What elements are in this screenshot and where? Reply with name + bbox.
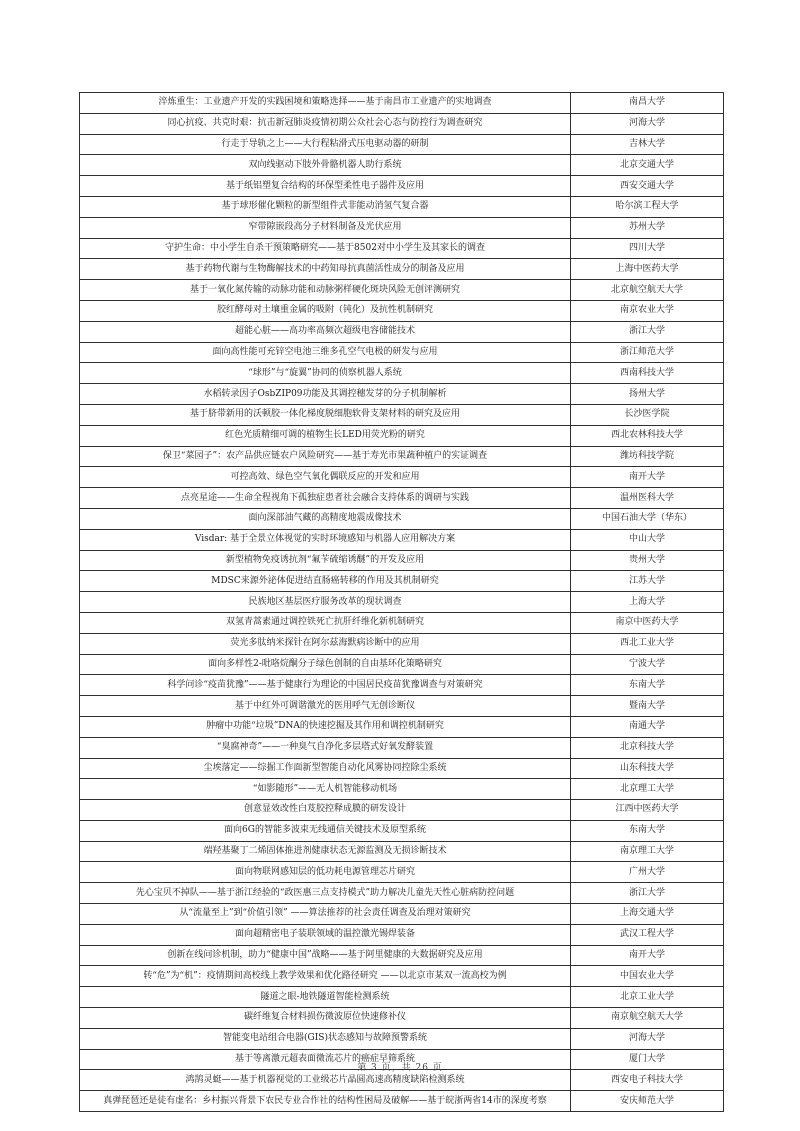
table-row: [80, 1028, 724, 1049]
table-row: [80, 571, 724, 592]
table-row: [80, 508, 724, 529]
university-cell: 南昌大学: [571, 93, 724, 114]
university-cell: 东南大学: [571, 675, 724, 696]
table-row: [80, 155, 724, 176]
university-cell: 南开大学: [571, 945, 724, 966]
table-row: [80, 280, 724, 301]
university-cell: 西南科技大学: [571, 363, 724, 384]
university-cell: 广州大学: [571, 862, 724, 883]
university-cell: 南京中医药大学: [571, 612, 724, 633]
project-title-cell: 真弹琵琶还是徒有虚名：乡村振兴背景下农民专业合作社的结构性困局及破解——基于皖浙两省14市的深度考察: [80, 1091, 571, 1112]
table-row: [80, 1008, 724, 1029]
project-title-cell: 面向高性能可充锌空电池三维多孔空气电极的研发与应用: [80, 342, 571, 363]
university-cell: 安庆师范大学: [571, 1091, 724, 1112]
project-title-cell: “如影随形”——无人机智能移动机场: [80, 779, 571, 800]
project-title-cell: “臭腐神奇”——一种臭气自净化多层塔式好氧发酵装置: [80, 737, 571, 758]
university-cell: 南京航空航天大学: [571, 1008, 724, 1029]
project-title-cell: 基于中红外可调谐激光的医用呼气无创诊断仪: [80, 696, 571, 717]
project-title-cell: 淬炼重生：工业遗产开发的实践困境和策略选择——基于南昌市工业遗产的实地调查: [80, 93, 571, 114]
table-row: [80, 841, 724, 862]
university-cell: 南通大学: [571, 716, 724, 737]
table-row: [80, 758, 724, 779]
project-title-cell: 面向6G的智能多波束无线通信关键技术及原型系统: [80, 820, 571, 841]
project-title-cell: 肿瘤中功能“垃圾”DNA的快速挖掘及其作用和调控机制研究: [80, 716, 571, 737]
table-row: [80, 446, 724, 467]
project-title-cell: 尘埃落定——综掘工作面新型智能自动化风雾协同控除尘系统: [80, 758, 571, 779]
university-cell: 江西中医药大学: [571, 800, 724, 821]
project-title-cell: 双向线驱动下肢外骨骼机器人助行系统: [80, 155, 571, 176]
project-title-cell: 守护生命：中小学生自杀干预策略研究——基于8502对中小学生及其家长的调查: [80, 238, 571, 259]
table-row: [80, 238, 724, 259]
project-title-cell: 端羟基聚丁二烯固体推进剂健康状态无源监测及无损诊断技术: [80, 841, 571, 862]
university-cell: 北京理工大学: [571, 779, 724, 800]
university-cell: 山东科技大学: [571, 758, 724, 779]
table-row: [80, 716, 724, 737]
university-cell: 厦门大学: [571, 1049, 724, 1070]
project-title-cell: 新型植物免疫诱抗剂“氟苄硫缩诱醚”的开发及应用: [80, 550, 571, 571]
table-row: [80, 134, 724, 155]
university-cell: 潍坊科技学院: [571, 446, 724, 467]
university-cell: 长沙医学院: [571, 404, 724, 425]
table-row: [80, 737, 724, 758]
projects-table: [79, 92, 724, 1112]
table-row: [80, 1070, 724, 1091]
table-row: [80, 363, 724, 384]
project-title-cell: 先心宝贝不掉队——基于浙江经验的“政医惠三点支持模式”助力解决儿童先天性心脏病防控问题: [80, 883, 571, 904]
project-title-cell: “球形”与“旋翼”协同的侦察机器人系统: [80, 363, 571, 384]
university-cell: 中国农业大学: [571, 966, 724, 987]
project-title-cell: 同心抗疫、共克时艰：抗击新冠肺炎疫情初期公众社会心态与防控行为调查研究: [80, 113, 571, 134]
table-row: [80, 966, 724, 987]
project-title-cell: 碳纤维复合材料损伤微波原位快速修补仪: [80, 1008, 571, 1029]
university-cell: 中国石油大学（华东）: [571, 508, 724, 529]
project-title-cell: 面向超精密电子装联领域的温控激光锡焊装备: [80, 924, 571, 945]
project-title-cell: 基于等离激元超表面微流芯片的癌症早筛系统: [80, 1049, 571, 1070]
table-row: [80, 612, 724, 633]
university-cell: 浙江大学: [571, 883, 724, 904]
university-cell: 浙江师范大学: [571, 342, 724, 363]
table-row: [80, 987, 724, 1008]
project-title-cell: 鸿鹄灵蜓——基于机器视觉的工业级芯片晶圆高速高精度缺陷检测系统: [80, 1070, 571, 1091]
university-cell: 西北工业大学: [571, 633, 724, 654]
project-title-cell: 面向多样性2-吡咯烷酮分子绿色创制的自由基环化策略研究: [80, 654, 571, 675]
table-row: [80, 321, 724, 342]
project-title-cell: 基于纸铝塑复合结构的环保型柔性电子器件及应用: [80, 176, 571, 197]
table-row: [80, 779, 724, 800]
project-title-cell: 转“危”为“机”：疫情期间高校线上教学效果和优化路径研究 ——以北京市某双一流高校为例: [80, 966, 571, 987]
project-title-cell: 智能变电站组合电器(GIS)状态感知与故障预警系统: [80, 1028, 571, 1049]
university-cell: 温州医科大学: [571, 488, 724, 509]
university-cell: 北京航空航天大学: [571, 280, 724, 301]
university-cell: 上海大学: [571, 592, 724, 613]
project-title-cell: 面向深部油气藏的高精度地震成像技术: [80, 508, 571, 529]
table-row: [80, 176, 724, 197]
university-cell: 西安电子科技大学: [571, 1070, 724, 1091]
university-cell: 中山大学: [571, 529, 724, 550]
table-row: [80, 1091, 724, 1112]
table-row: [80, 924, 724, 945]
university-cell: 四川大学: [571, 238, 724, 259]
table-row: [80, 654, 724, 675]
project-title-cell: 创意显效改性白芨胶控释成膜的研发设计: [80, 800, 571, 821]
table-row: [80, 592, 724, 613]
university-cell: 苏州大学: [571, 217, 724, 238]
table-row: [80, 675, 724, 696]
table-row: [80, 633, 724, 654]
projects-table-body: [80, 93, 724, 1112]
university-cell: 江苏大学: [571, 571, 724, 592]
project-title-cell: 可控高效、绿色空气氧化偶联反应的开发和应用: [80, 467, 571, 488]
table-row: [80, 550, 724, 571]
table-row: [80, 945, 724, 966]
project-title-cell: 红色光质精细可调的植物生长LED用荧光粉的研究: [80, 425, 571, 446]
university-cell: 北京交通大学: [571, 155, 724, 176]
project-title-cell: 创新在线问诊机制，助力“健康中国”战略——基于阿里健康的大数据研究及应用: [80, 945, 571, 966]
table-row: [80, 467, 724, 488]
table-row: [80, 384, 724, 405]
project-title-cell: 基于脐带新用的沃顿胶一体化梯度脱细胞软骨支架材料的研究及应用: [80, 404, 571, 425]
university-cell: 河海大学: [571, 113, 724, 134]
project-title-cell: 基于药物代谢与生物酶解技术的中药知母抗真菌活性成分的制备及应用: [80, 259, 571, 280]
table-row: [80, 259, 724, 280]
project-title-cell: 行走于导轨之上——大行程粘滑式压电驱动器的研制: [80, 134, 571, 155]
university-cell: 上海中医药大学: [571, 259, 724, 280]
table-row: [80, 196, 724, 217]
table-row: [80, 93, 724, 114]
project-title-cell: 科学问诊“疫苗犹豫”——基于健康行为理论的中国居民疫苗犹豫调查与对策研究: [80, 675, 571, 696]
university-cell: 贵州大学: [571, 550, 724, 571]
project-title-cell: 窄带隙嵌段高分子材料制备及光伏应用: [80, 217, 571, 238]
university-cell: 吉林大学: [571, 134, 724, 155]
project-title-cell: 荧光多肽纳米探针在阿尔兹海默病诊断中的应用: [80, 633, 571, 654]
project-title-cell: 从“流量至上”到“价值引领” ——算法推荐的社会责任调查及治理对策研究: [80, 904, 571, 925]
university-cell: 南开大学: [571, 467, 724, 488]
table-row: [80, 300, 724, 321]
project-title-cell: MDSC来源外泌体促进结直肠癌转移的作用及其机制研究: [80, 571, 571, 592]
table-row: [80, 113, 724, 134]
table-row: [80, 800, 724, 821]
table-row: [80, 862, 724, 883]
university-cell: 河海大学: [571, 1028, 724, 1049]
table-row: [80, 696, 724, 717]
university-cell: 浙江大学: [571, 321, 724, 342]
project-title-cell: 面向物联网感知层的低功耗电源管理芯片研究: [80, 862, 571, 883]
project-title-cell: Visdar: 基于全景立体视觉的实时环境感知与机器人应用解决方案: [80, 529, 571, 550]
project-title-cell: 基于一氧化氮传输的动脉功能和动脉粥样硬化斑块风险无创评测研究: [80, 280, 571, 301]
project-title-cell: 超能心脏——高功率高频次超级电容储能技术: [80, 321, 571, 342]
table-row: [80, 342, 724, 363]
project-title-cell: 基于球形催化颗粒的新型组件式非能动消氢气复合器: [80, 196, 571, 217]
table-row: [80, 904, 724, 925]
table-row: [80, 425, 724, 446]
table-row: [80, 488, 724, 509]
university-cell: 哈尔滨工程大学: [571, 196, 724, 217]
university-cell: 北京工业大学: [571, 987, 724, 1008]
university-cell: 北京科技大学: [571, 737, 724, 758]
university-cell: 南京理工大学: [571, 841, 724, 862]
table-row: [80, 883, 724, 904]
university-cell: 上海交通大学: [571, 904, 724, 925]
page-number-footer: 第 3 页，共 26 页: [357, 1063, 443, 1073]
table-row: [80, 217, 724, 238]
university-cell: 武汉工程大学: [571, 924, 724, 945]
project-title-cell: 民族地区基层医疗服务改革的现状调查: [80, 592, 571, 613]
university-cell: 东南大学: [571, 820, 724, 841]
university-cell: 扬州大学: [571, 384, 724, 405]
university-cell: 南京农业大学: [571, 300, 724, 321]
project-title-cell: 水稻转录因子OsbZIP09功能及其调控穗发芽的分子机制解析: [80, 384, 571, 405]
project-title-cell: 双氢青蒿素通过调控铁死亡抗肝纤维化新机制研究: [80, 612, 571, 633]
table-row: [80, 529, 724, 550]
project-title-cell: 保卫“菜园子”：农产品供应链农户风险研究——基于寿光市果蔬种植户的实证调查: [80, 446, 571, 467]
project-title-cell: 胶红酵母对土壤重金属的吸附（钝化）及抗性机制研究: [80, 300, 571, 321]
university-cell: 西北农林科技大学: [571, 425, 724, 446]
university-cell: 宁波大学: [571, 654, 724, 675]
table-row: [80, 820, 724, 841]
project-title-cell: 点亮星途——生命全程视角下孤独症患者社会融合支持体系的调研与实践: [80, 488, 571, 509]
table-row: [80, 404, 724, 425]
university-cell: 暨南大学: [571, 696, 724, 717]
university-cell: 西安交通大学: [571, 176, 724, 197]
project-title-cell: 隧道之眼-地铁隧道智能检测系统: [80, 987, 571, 1008]
